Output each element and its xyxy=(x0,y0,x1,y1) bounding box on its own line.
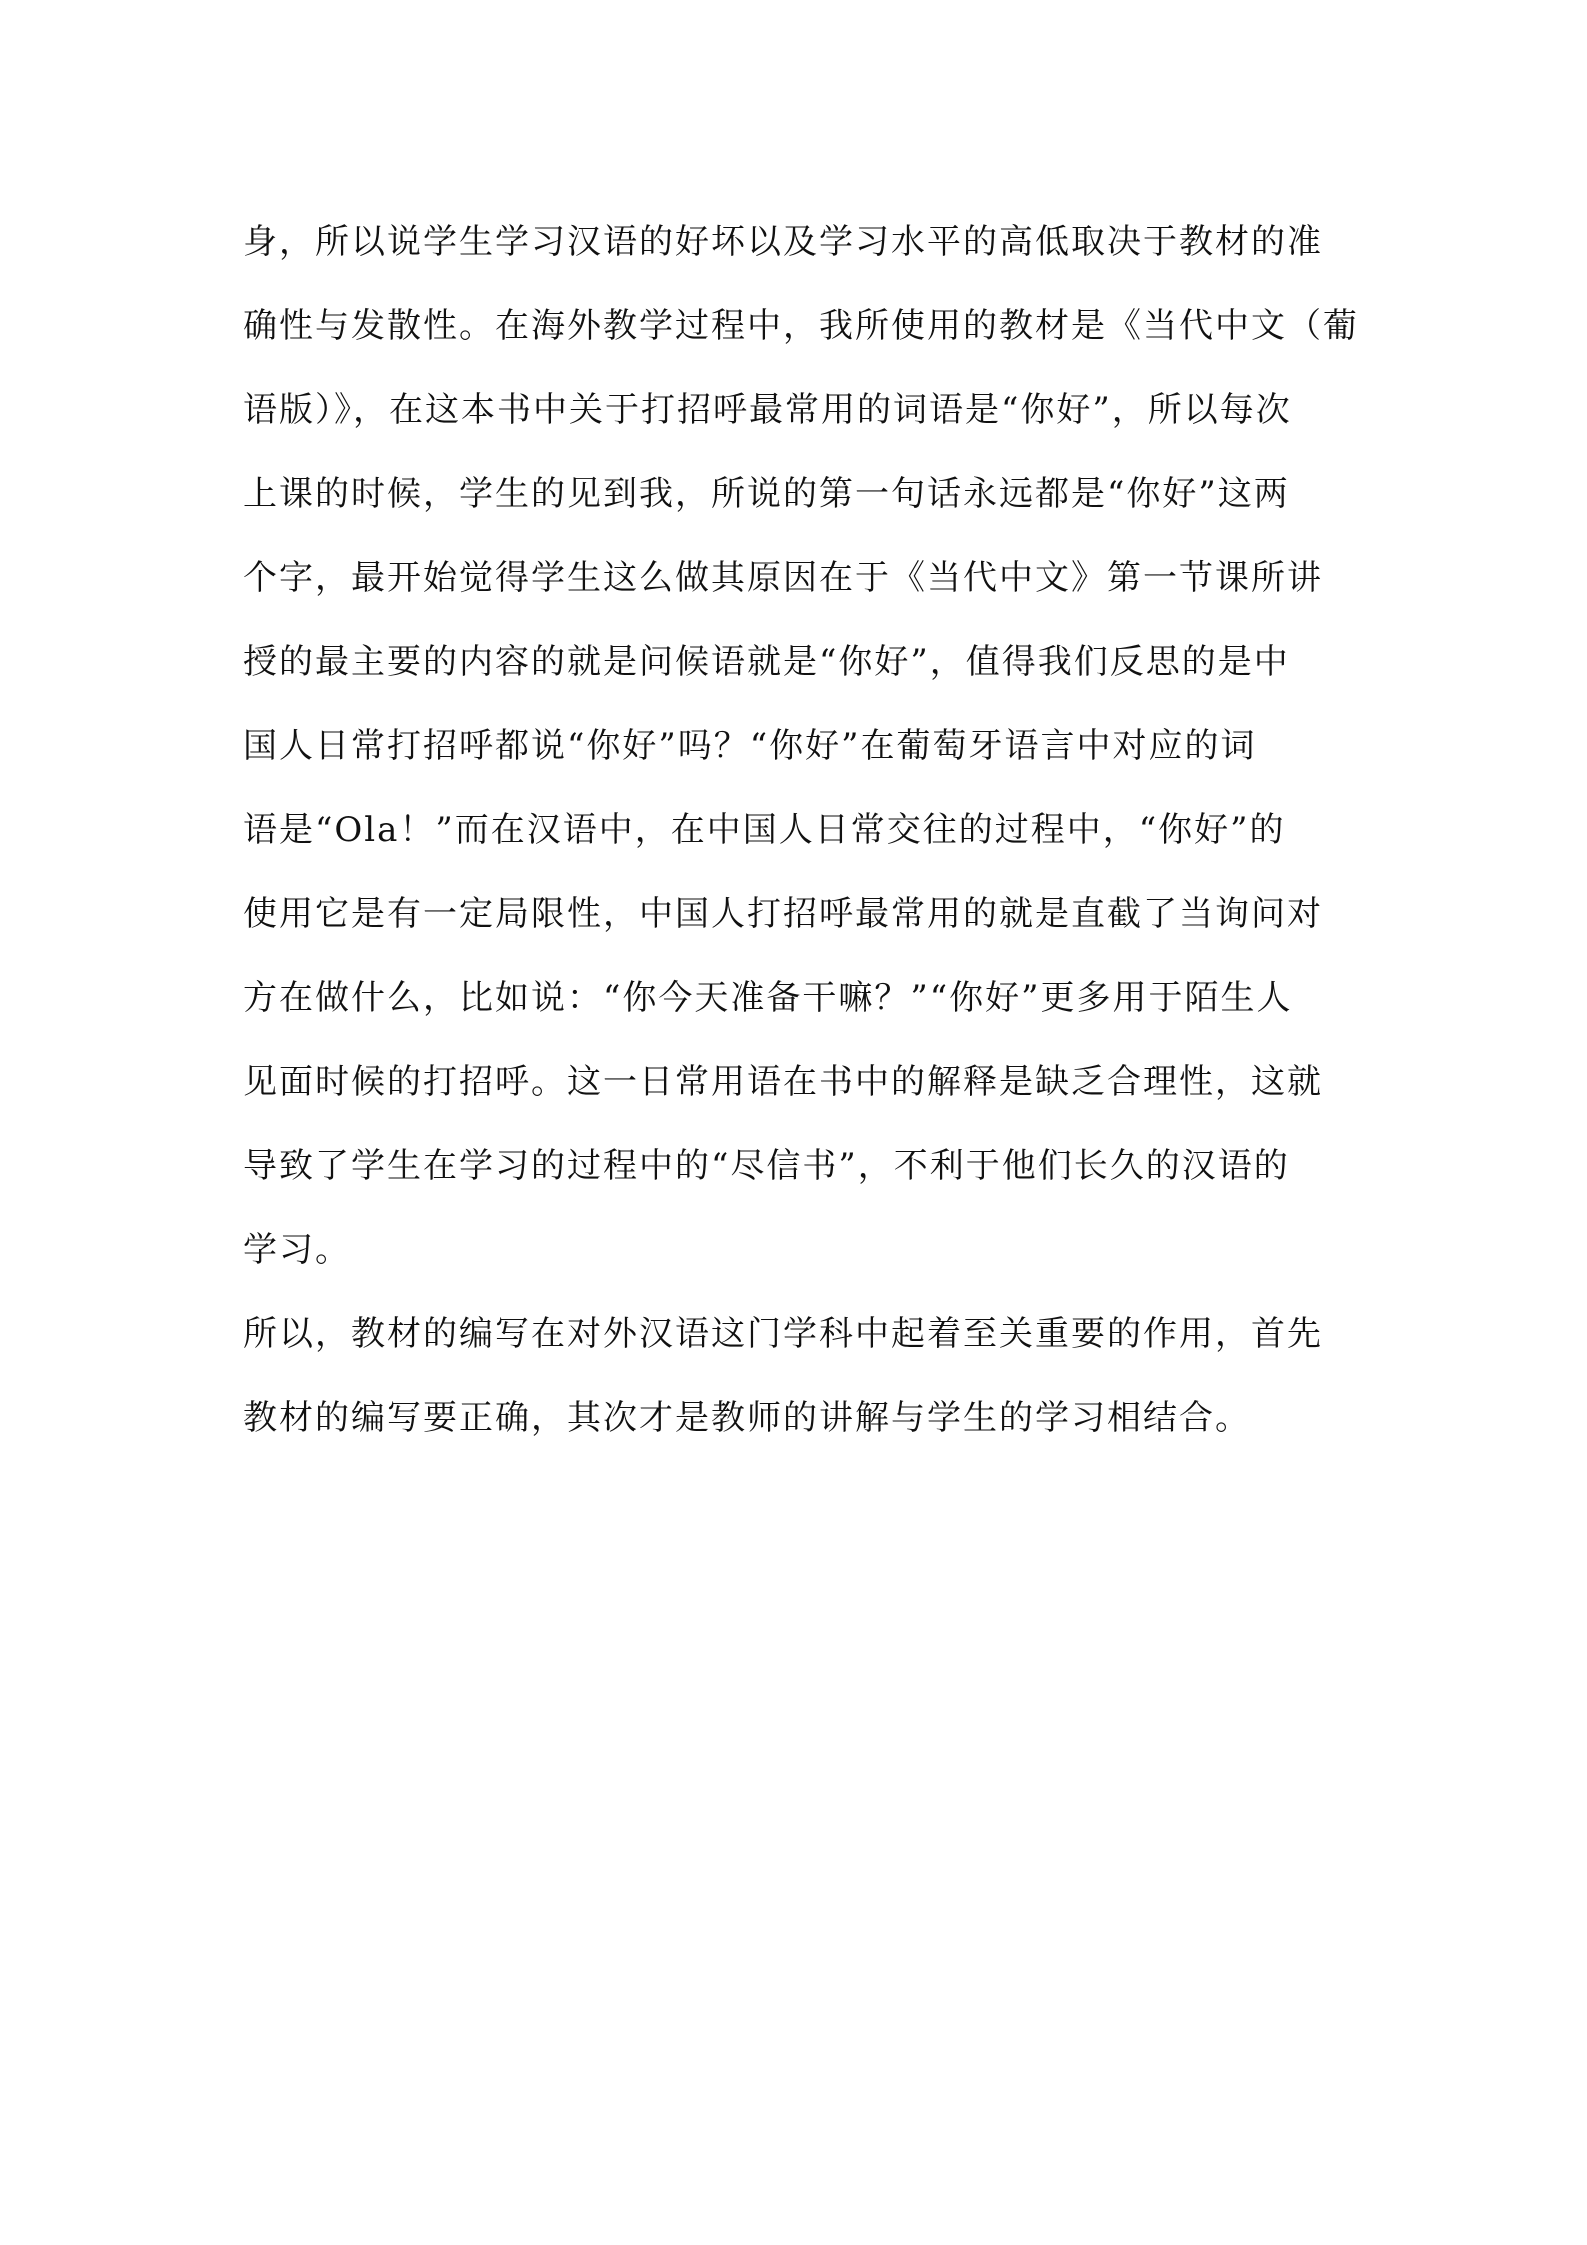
text-line: 个字，最开始觉得学生这么做其原因在于《当代中文》第一节课所讲 xyxy=(243,558,1323,598)
text-line: 身，所以说学生学习汉语的好坏以及学习水平的高低取决于教材的准 xyxy=(243,222,1323,262)
text-line: 使用它是有一定局限性，中国人打招呼最常用的就是直截了当询问对 xyxy=(243,894,1323,934)
text-line: 教材的编写要正确，其次才是教师的讲解与学生的学习相结合。 xyxy=(243,1398,1251,1438)
paragraph-1 xyxy=(243,200,1358,1292)
text-line: 所以，教材的编写在对外汉语这门学科中起着至关重要的作用，首先 xyxy=(243,1314,1323,1354)
text-line: 语版）》，在这本书中关于打招呼最常用的词语是“你好”，所以每次 xyxy=(243,390,1292,430)
paragraph-2 xyxy=(243,1292,1358,1460)
text-line: 国人日常打招呼都说“你好”吗？“你好”在葡萄牙语言中对应的词 xyxy=(243,726,1257,766)
text-line: 见面时候的打招呼。这一日常用语在书中的解释是缺乏合理性，这就 xyxy=(243,1062,1323,1102)
text-line: 导致了学生在学习的过程中的“尽信书”，不利于他们长久的汉语的 xyxy=(243,1146,1290,1186)
text-line: 语是“Ola！”而在汉语中，在中国人日常交往的过程中，“你好”的 xyxy=(243,810,1286,850)
document-body xyxy=(243,200,1358,1460)
text-line: 授的最主要的内容的就是问候语就是“你好”，值得我们反思的是中 xyxy=(243,642,1290,682)
text-line: 确性与发散性。在海外教学过程中，我所使用的教材是《当代中文（葡 xyxy=(243,306,1359,346)
text-line: 上课的时候，学生的见到我，所说的第一句话永远都是“你好”这两 xyxy=(243,474,1290,514)
text-line: 学习。 xyxy=(243,1230,351,1270)
text-line: 方在做什么，比如说：“你今天准备干嘛？”“你好”更多用于陌生人 xyxy=(243,978,1293,1018)
